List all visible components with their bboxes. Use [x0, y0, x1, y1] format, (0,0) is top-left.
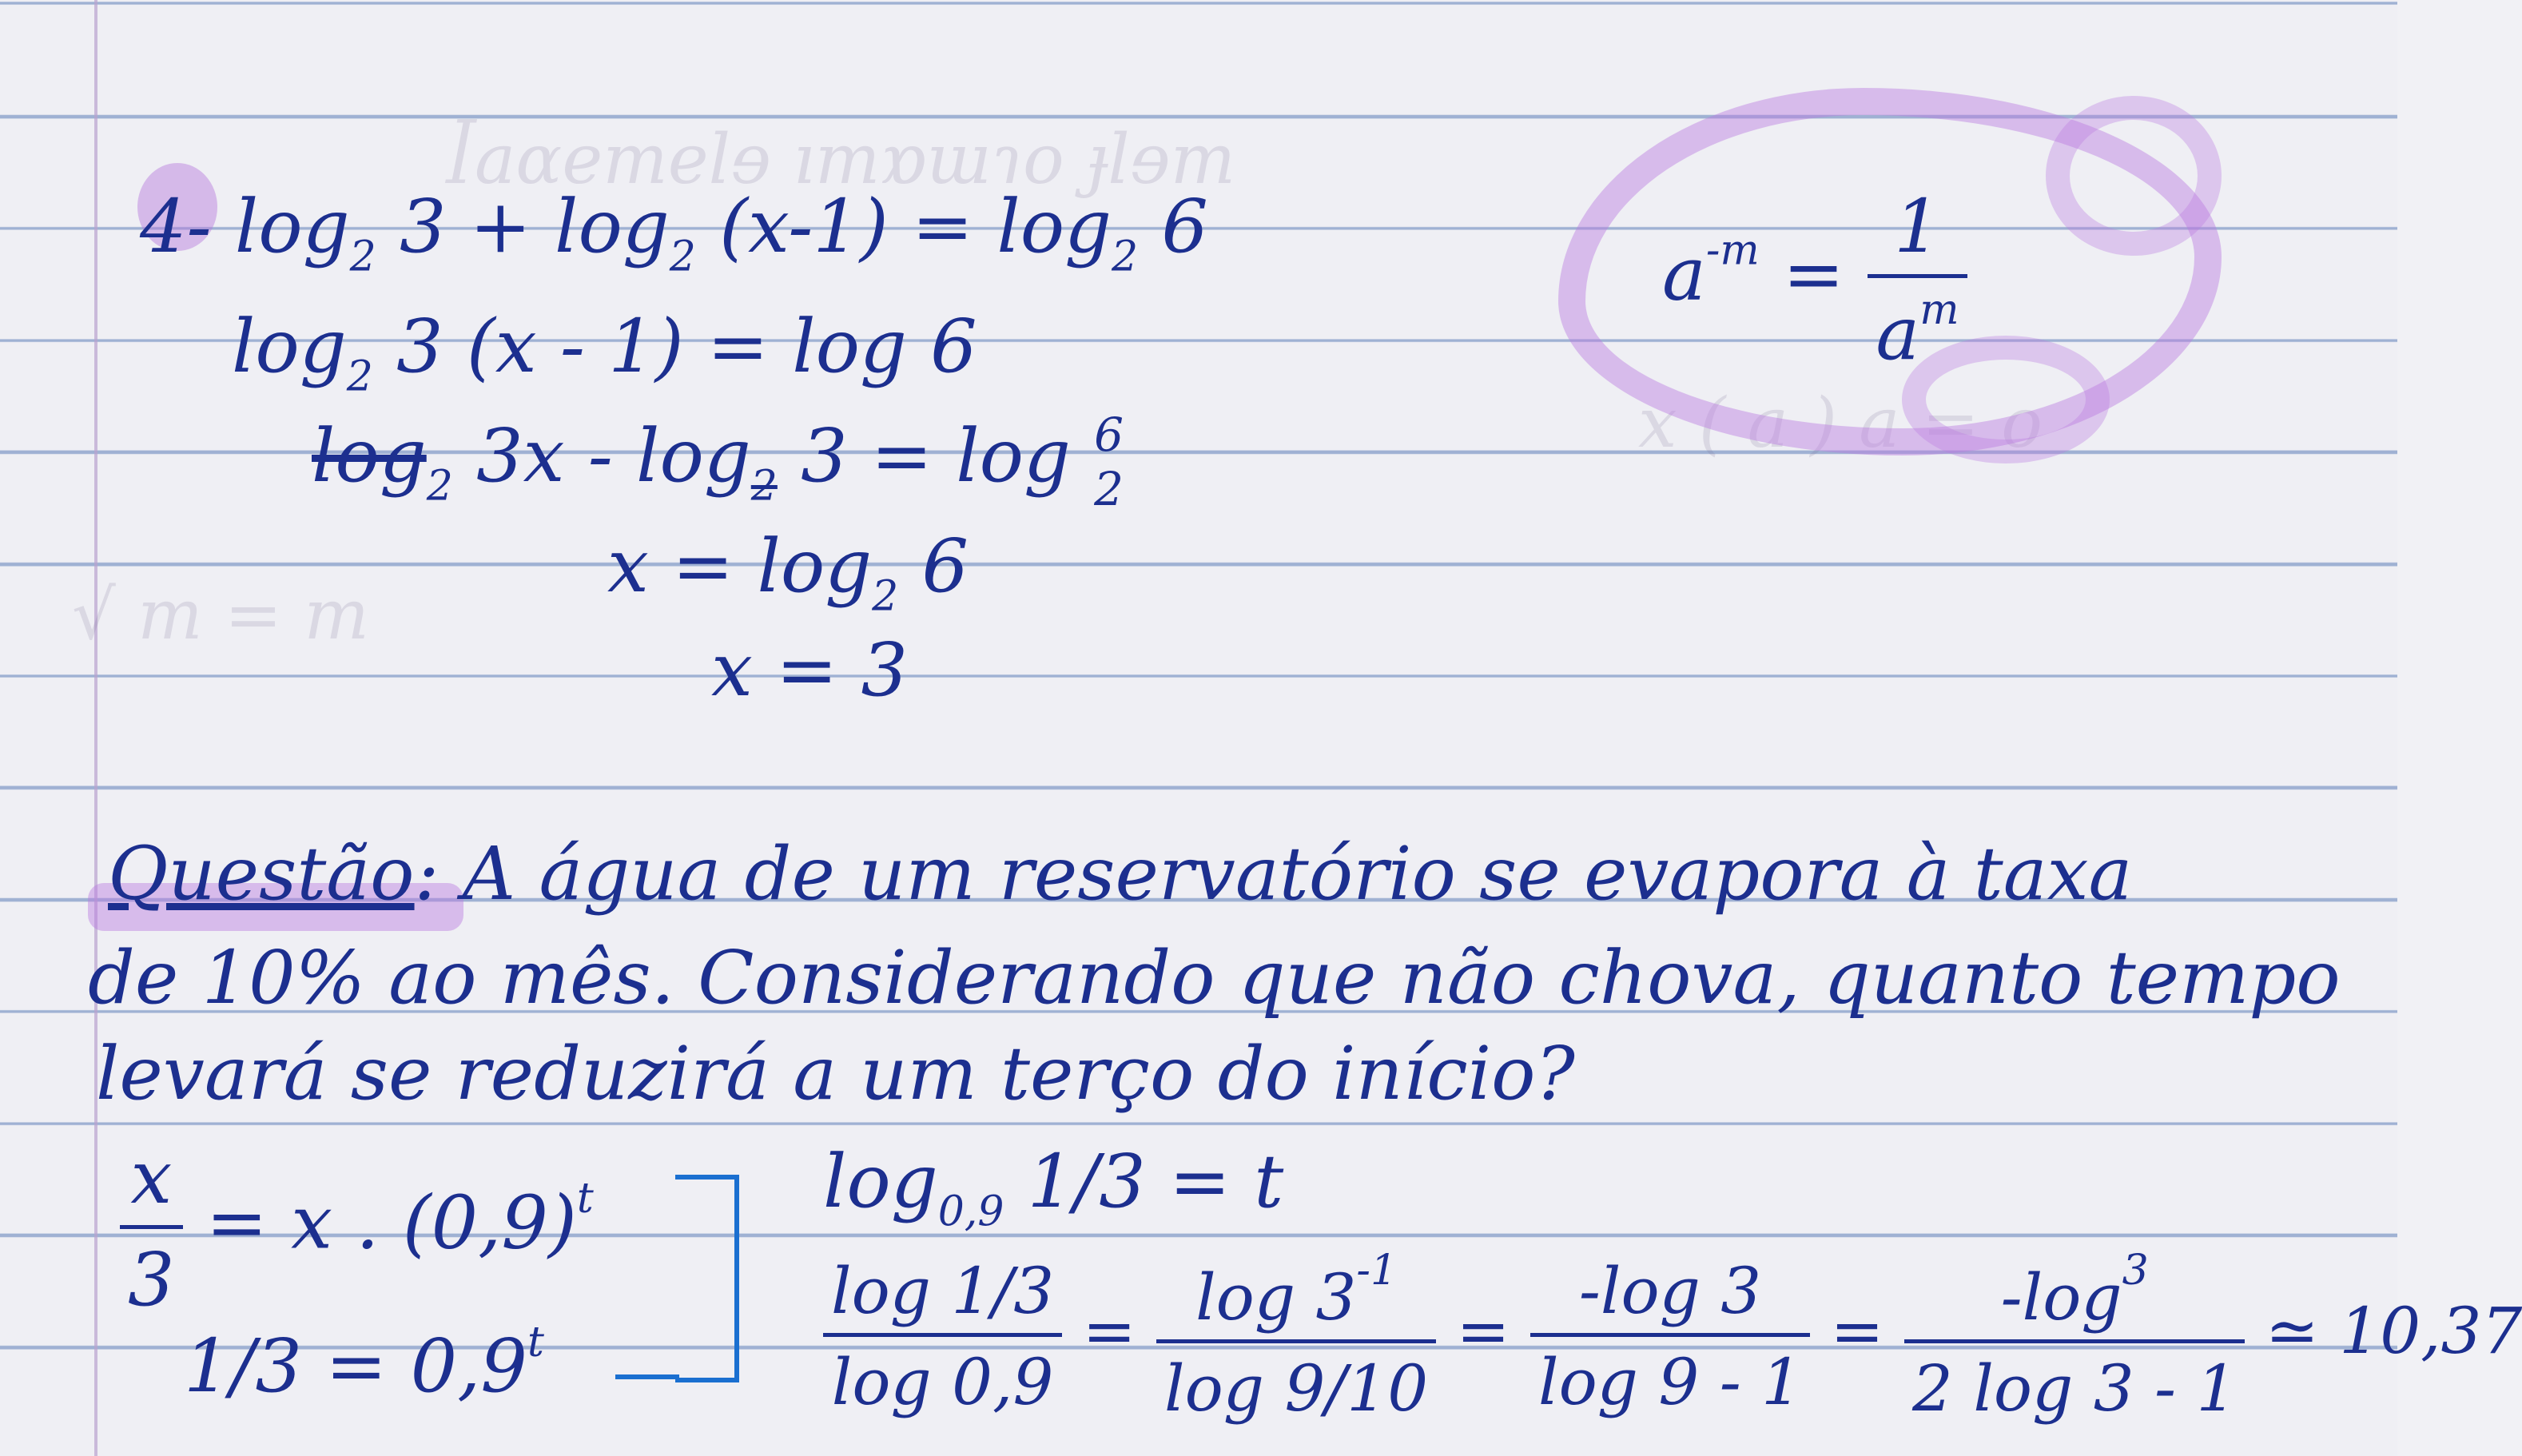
question-label: Questão — [108, 831, 415, 917]
problem4-line4: $x = \log_2 6$ — [607, 523, 969, 621]
fraction: 6 2 — [1094, 408, 1124, 516]
problem4-line3: $\log_2 3x - \log_2 3 = \log$ 6 2 — [312, 408, 1124, 516]
solution-right2: $\frac{\log 1/3}{\log 0,9}$ = $\frac{\log 3^{-1}}{\log 9/10}$ = $\frac{-\log 3}{\log 9 - 1}$ = $\frac{-\log^3}{2 \log 3 - 1}$ ≃ 10,37 — [823, 1247, 2522, 1426]
question-line2: de 10% ao mês. Considerando que não chova, quanto tempo — [88, 935, 2341, 1020]
fraction: $\frac{\log 1/3}{\log 0,9}$ — [823, 1254, 1062, 1419]
negative-exponent-formula: $a^{-m}$ = $\frac{1}{a^m}$ — [1662, 184, 1967, 376]
bleed-through-text: x ( a ) a = o — [1638, 384, 2043, 463]
formula-highlight-cloud — [2046, 96, 2222, 256]
fraction: $\frac{x}{3}$ — [120, 1135, 183, 1323]
fraction: $\frac{\log 3^{-1}}{\log 9/10}$ — [1156, 1247, 1436, 1426]
solution-left1: $\frac{x}{3}$ = x . $(0,9)^t$ — [120, 1135, 594, 1323]
final-result: 10,37 — [2339, 1294, 2522, 1369]
solution-left2: $1/3 = 0,9^t$ — [184, 1319, 544, 1410]
question-line3: levará se reduzirá a um terço do início? — [96, 1031, 1575, 1116]
problem4-line2: $\log_2 3$ (x - 1) = log 6 — [232, 304, 977, 401]
bleed-through-text: √ m = m — [72, 575, 369, 655]
arrow-line — [615, 1374, 679, 1379]
question-line1: Questão: A água de um reservatório se evapora à taxa — [108, 831, 2133, 917]
problem4-line1: 4- $\log_2 3 + \log_2 (x-1) = \log_2 6$ — [140, 184, 1208, 281]
problem-number: 4- — [140, 184, 212, 269]
problem4-line5: x = 3 — [711, 627, 908, 713]
bleed-through-text: ꟾaɑemelɘ ımɒɯɿo ɟlɘm — [448, 120, 1236, 200]
solution-right1: $\log_{0,9} 1/3 = t$ — [823, 1139, 1284, 1236]
fraction: $\frac{-\log^3}{2 \log 3 - 1}$ — [1904, 1247, 2245, 1426]
arrow-bracket — [675, 1175, 739, 1382]
margin-line — [94, 0, 97, 1456]
fraction: $\frac{1}{a^m}$ — [1868, 184, 1967, 376]
fraction: $\frac{-\log 3}{\log 9 - 1}$ — [1530, 1254, 1810, 1419]
